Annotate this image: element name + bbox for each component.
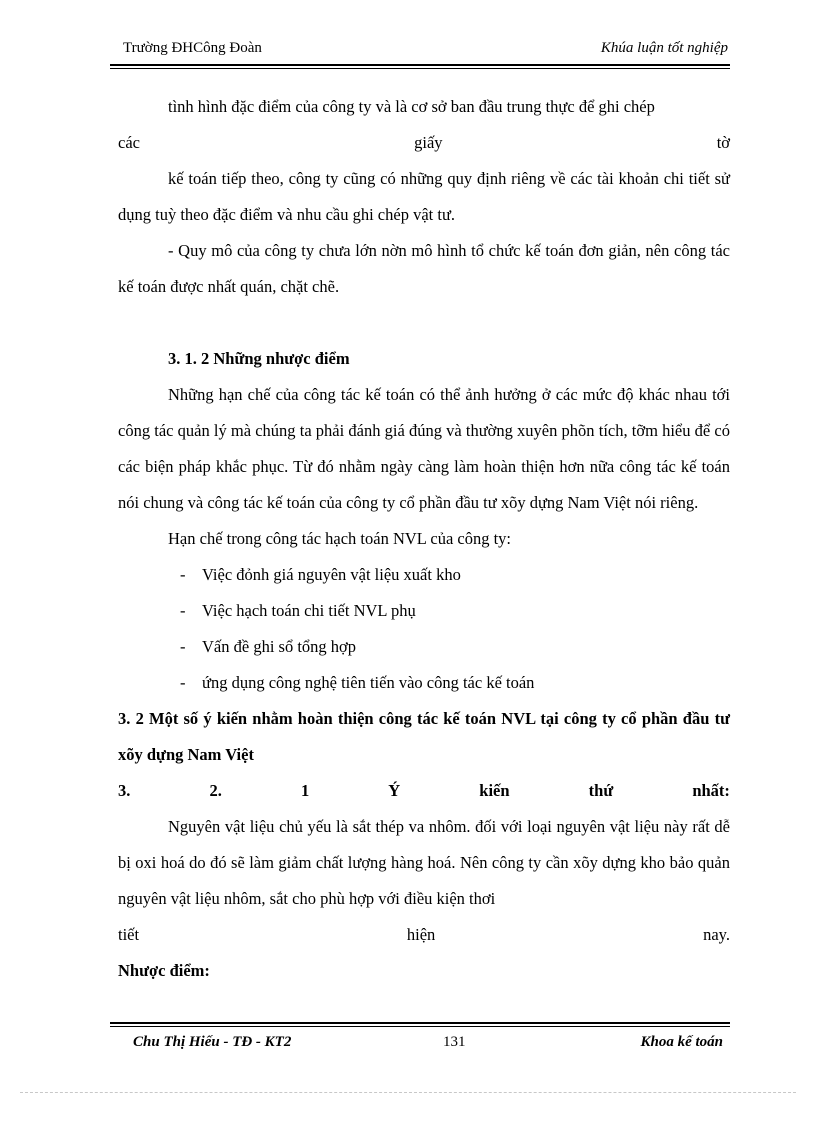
word: nay. <box>703 925 730 944</box>
word: 1 <box>300 781 310 800</box>
paragraph-1-line-1: tình hình đặc điểm của công ty và là cơ sở ban đầu trung thực để ghi chép <box>168 97 655 116</box>
bullet-dash: - <box>180 601 186 620</box>
bullet-item <box>118 557 730 593</box>
paragraph-3: - Quy mô của công ty chưa lớn nờn mô hình tổ chức kế toán đơn giản, nên công tác kế toán được nhất quán, chặt chẽ. <box>118 241 730 296</box>
bullet-text: Việc đỏnh giá nguyên vật liệu xuất kho <box>202 565 461 584</box>
word: 3. <box>118 781 131 800</box>
blank-line <box>118 305 730 341</box>
bullet-text: Vấn đề ghi sổ tổng hợp <box>202 637 357 656</box>
bullet-text: ứng dụng công nghệ tiên tiến vào công tác kế toán <box>202 673 535 692</box>
word: 2. <box>209 781 222 800</box>
bullet-dash: - <box>180 637 186 656</box>
footer-rule-thin <box>110 1026 730 1027</box>
word: giấy <box>414 133 443 152</box>
paragraph-5: Hạn chế trong công tác hạch toán NVL của công ty: <box>168 529 512 548</box>
word: Ý <box>388 781 401 800</box>
footer-page-number: 131 <box>443 1034 466 1050</box>
nhuoc-diem-label: Nhược điểm: <box>118 961 210 980</box>
paragraph-4: Những hạn chế của công tác kế toán có thể ảnh hưởng ở các mức độ khác nhau tới công tác quản lý mà chúng ta phải đánh giá đúng và thường xuyên phõn tích, tỡm hiểu để có các biện pháp khắc phục. Từ đó nhằm ngày càng làm hoàn thiện hơn nữa công tác kế toán nói chung và công tác kế toán của công ty cổ phần đầu tư xõy dựng Nam Việt nói riêng. <box>118 385 730 512</box>
section-312-title: 3. 1. 2 Những nhược điểm <box>168 349 350 368</box>
bullet-item <box>118 665 730 701</box>
footer-faculty: Khoa kế toán <box>640 1034 723 1050</box>
word: tờ <box>716 133 730 152</box>
word: hiện <box>406 925 436 944</box>
word: các <box>118 133 140 152</box>
bullet-item <box>118 629 730 665</box>
word: kiến <box>479 781 510 800</box>
bullet-item <box>118 593 730 629</box>
header-school: Trường ĐHCông Đoàn <box>123 40 262 56</box>
word: nhất: <box>692 781 730 800</box>
paragraph-6: Nguyên vật liệu chủ yếu là sắt thép va nhôm. đối với loại nguyên vật liệu này rất dễ bị oxi hoá do đó sẽ làm giảm chất lượng hàng hoá. Nên công ty cần xõy dựng kho bảo quản nguyên vật liệu nhôm, sắt cho phù hợp với điều kiện thơi <box>118 817 730 908</box>
header-rule-thin <box>110 68 730 69</box>
word: thứ <box>588 781 614 800</box>
header-rule-thick <box>110 64 730 66</box>
paragraph-2: kế toán tiếp theo, công ty cũng có những quy định riêng về các tài khoản chi tiết sử dụng tuỳ theo đặc điểm và nhu cầu ghi chép vật tư. <box>118 169 730 224</box>
footer-rule-thick <box>110 1022 730 1024</box>
bullet-dash: - <box>180 565 186 584</box>
paragraph-6-last-line <box>118 917 730 953</box>
page-edge-divider <box>20 1092 796 1093</box>
word: tiết <box>118 925 140 944</box>
section-321-title <box>118 773 730 809</box>
header-doc-type: Khúa luận tốt nghiệp <box>600 40 728 56</box>
bullet-text: Việc hạch toán chi tiết NVL phụ <box>202 601 416 620</box>
body-text <box>118 89 730 989</box>
paragraph-1-line-2 <box>118 125 730 161</box>
section-32-title: 3. 2 Một số ý kiến nhằm hoàn thiện công tác kế toán NVL tại công ty cổ phần đầu tư xõy dựng Nam Việt <box>118 709 730 764</box>
footer-author: Chu Thị Hiếu - TĐ - KT2 <box>133 1034 292 1050</box>
bullet-dash: - <box>180 673 186 692</box>
